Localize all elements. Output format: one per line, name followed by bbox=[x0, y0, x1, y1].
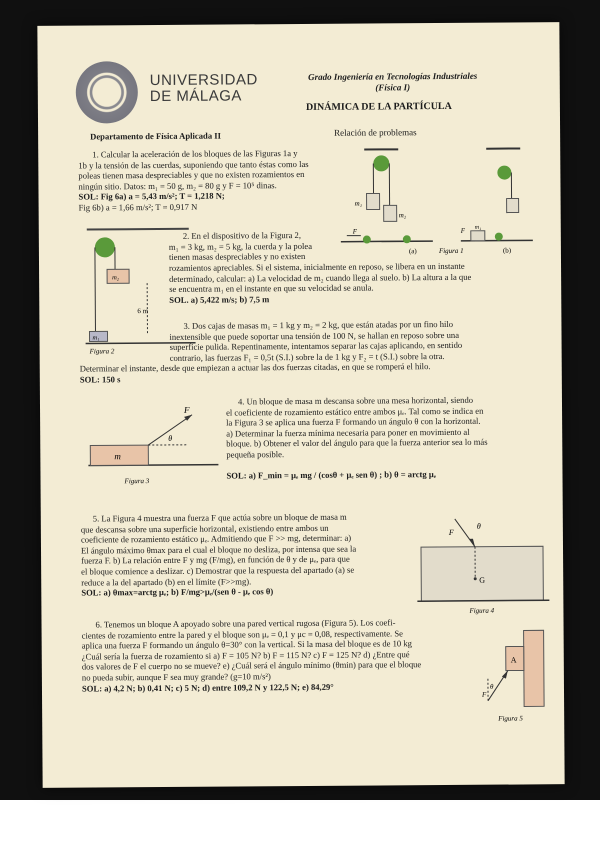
svg-text:m₁: m₁ bbox=[474, 224, 482, 231]
figure-1 bbox=[336, 144, 549, 255]
figure-3 bbox=[84, 393, 221, 490]
figure-1a bbox=[340, 149, 433, 256]
problem-sheet bbox=[37, 22, 564, 788]
svg-text:(a): (a) bbox=[408, 247, 417, 256]
svg-text:m₁: m₁ bbox=[92, 334, 100, 342]
problem-3-tail: Determinar el instante, desde que empiezan a actuar las dos fuerzas citadas, en que se romperá el hilo. SOL: 150 s bbox=[79, 361, 431, 385]
wall bbox=[524, 630, 545, 706]
problem-5: 5. La Figura 4 muestra una fuerza F que actúa sobre un bloque de masa m que descansa sobre una superficie horizontal, existiendo entre ambos un coeficiente de rozamiento estático μₑ. Admitiendo que F >> mg, determinar: a) El ángulo máximo θmax para el cual el bloque no desliza, por intensa que sea la fuerza F. b) La relación entre F y mg (F/mg), en función de θ y de μₑ, para que el bloque comience a deslizar. c) Demostrar que la respuesta del apartado (a) se reduce a la del apartado (b) en el límite (F>>mg). SOL: a) θmax=arctg μₑ; b) F/mg>μₑ/(sen θ - μₑ cos θ) bbox=[80, 511, 357, 598]
figure-5 bbox=[458, 626, 549, 727]
university-name: UNIVERSIDAD DE MÁLAGA bbox=[149, 71, 258, 106]
svg-text:F: F bbox=[352, 227, 358, 236]
svg-text:θ: θ bbox=[168, 433, 173, 443]
svg-text:A: A bbox=[510, 655, 517, 665]
department: Departamento de Física Aplicada II bbox=[90, 130, 221, 142]
svg-text:F: F bbox=[460, 226, 466, 235]
problem-1: 1. Calcular la aceleración de los bloques de las Figuras 1a y 1b y la tensión de las cuerdas, suponiendo que tanto éstas como las poleas tienen masa despreciables y que no existen rozamientos en ningún sitio. Datos: m₁ = 50 g, m₂ = 80 g y F = 10⁵ dinas. SOL: Fig 6a) a = 5,43 m/s²; T = 1,218 N; Fig 6b) a = 1,66 m/s²; T = 0,917 N bbox=[78, 148, 309, 213]
figure-4-caption: Figura 4 bbox=[469, 606, 495, 615]
page-subtitle: Relación de problemas bbox=[334, 127, 417, 138]
university-seal-icon bbox=[76, 61, 138, 123]
svg-text:m₂: m₂ bbox=[112, 274, 120, 282]
page-title: DINÁMICA DE LA PARTÍCULA bbox=[305, 100, 452, 113]
svg-text:m₁: m₁ bbox=[354, 199, 363, 208]
figure-2-caption: Figura 2 bbox=[89, 347, 115, 356]
svg-text:(b): (b) bbox=[502, 246, 512, 255]
figure-3-caption: Figura 3 bbox=[124, 477, 150, 486]
svg-text:F: F bbox=[183, 404, 190, 415]
problem-4: 4. Un bloque de masa m descansa sobre una mesa horizontal, siendo el coeficiente de rozamiento estático entre ambos μₑ. Tal como se indica en la Figura 3 se aplica una fuerza F formando un ángulo θ con la horizontal. a) Determinar la fuerza mínima necesaria para poner en movimiento al bloque. b) Obtener el valor del ángulo para que la fuerza anterior sea lo más pequeña posible. SOL: a) F_min = μₑ mg / (cosθ + μₑ sen θ) ; b) θ = arctg μₑ bbox=[226, 394, 488, 481]
svg-text:θ: θ bbox=[476, 521, 481, 531]
problem-6: 6. Tenemos un bloque A apoyado sobre una pared vertical rugosa (Figura 5). Los coefi- cientes de rozamiento entre la pared y el bloque son μₑ = 0,1 y μc = 0,08, respectivamente. Se aplica una fuerza F formando un ángulo θ=30° con la vertical. Si la masa del bloque es de 10 kg ¿Cuál sería la fuerza de rozamiento si a) F = 105 N? b) F = 115 N? c) F = 125 N? d) ¿Entre qué dos valores de F el cuerpo no se mueve? e) ¿Cuál será el ángulo mínimo (θmin) para que el bloque no pueda subir, aunque F sea muy grande? (g=10 m/s²) SOL: a) 4,2 N; b) 0,41 N; c) 5 N; d) entre 109,2 N y 122,5 N; e) 84,29° bbox=[81, 617, 422, 694]
block-g bbox=[421, 546, 543, 601]
svg-text:θ: θ bbox=[489, 682, 494, 691]
figure-4 bbox=[413, 516, 554, 617]
problem-2-intro: 2. En el dispositivo de la Figura 2, m₁ = 3 kg, m₂ = 5 kg, la cuerda y la polea tienen masas despreciables y no existen bbox=[168, 229, 313, 263]
svg-text:6 m: 6 m bbox=[137, 307, 149, 316]
pulley-icon bbox=[497, 166, 511, 180]
svg-text:G: G bbox=[479, 575, 486, 585]
figure-1b bbox=[459, 148, 533, 255]
pulley-icon bbox=[373, 155, 389, 171]
problem-2: rozamientos apreciables. Si el sistema, inicialmente en reposo, se libera en un instante determinado, calcular: a) La velocidad de m₂ cuando llega al suelo. b) La altura a la que se encuentra m₁ en el instante en que su velocidad se anula. SOL. a) 5,422 m/s; b) 7,5 m bbox=[169, 260, 472, 305]
block-m2 bbox=[384, 205, 397, 221]
block-m1 bbox=[367, 193, 380, 209]
problem-3: 3. Dos cajas de masas m₁ = 1 kg y m₂ = 2 kg, que están atadas por un fino hilo inextensible que puede soportar una tensión de 100 N, se hallan en reposo sobre una superficie pulida. Repentinamente, intentamos separar las cajas aplicando, en sentido contrario, las fuerzas F₁ = 0,5t (S.I.) sobre la de 1 kg y F₂ = t (S.I.) sobre la otra. bbox=[169, 318, 463, 363]
figure-5-caption: Figura 5 bbox=[498, 714, 523, 723]
svg-text:m: m bbox=[114, 451, 121, 462]
svg-text:m₂: m₂ bbox=[398, 211, 407, 220]
svg-text:F: F bbox=[448, 527, 454, 537]
degree-header: Grado Ingeniería en Tecnologías Industriales (Física I) bbox=[308, 70, 478, 93]
svg-text:F: F bbox=[481, 690, 487, 699]
pulley-icon bbox=[95, 237, 115, 257]
figure-1-caption: Figura 1 bbox=[438, 246, 464, 256]
